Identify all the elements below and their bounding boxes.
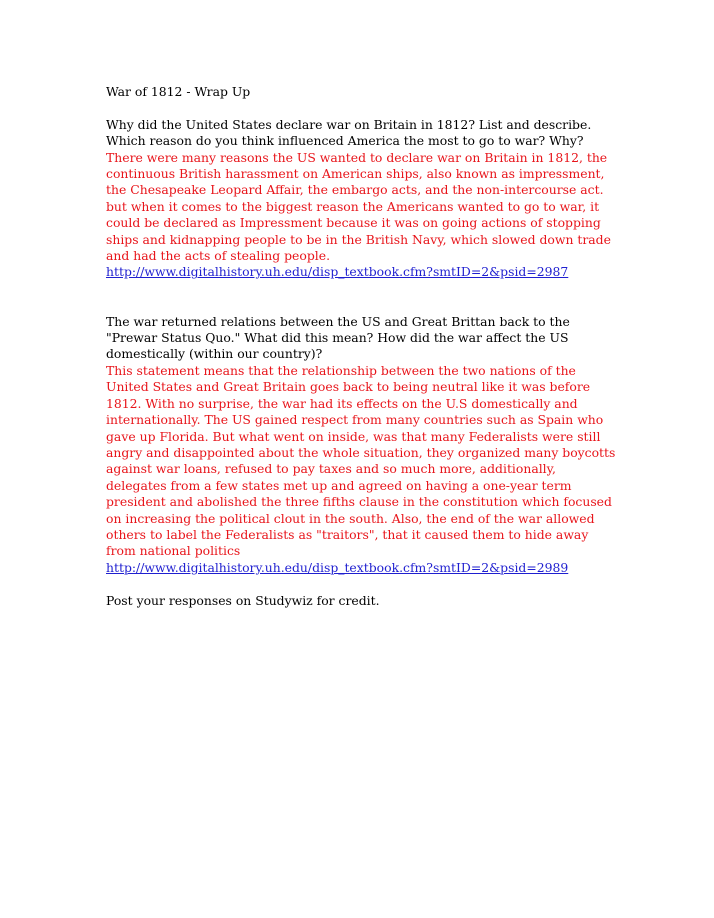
question-2-prompt: The war returned relations between the US and Great Brittan back to the "Prewar Status Quo." What did this mean? How did the war affect the US domestically (within our country)? xyxy=(106,313,570,362)
document-page xyxy=(106,84,618,609)
spacer xyxy=(106,281,618,314)
document-title: War of 1812 - Wrap Up xyxy=(106,84,251,99)
question-2-link[interactable]: http://www.digitalhistory.uh.edu/disp_textbook.cfm?smtID=2&psid=2989 xyxy=(106,559,569,575)
question-1-prompt: Why did the United States declare war on Britain in 1812? List and describe. Which reason do you think influenced America the most to go to war? Why? xyxy=(106,116,592,149)
question-1-link[interactable]: http://www.digitalhistory.uh.edu/disp_textbook.cfm?smtID=2&psid=2987 xyxy=(106,264,569,280)
spacer xyxy=(106,100,618,116)
footer-instruction: Post your responses on Studywiz for credit. xyxy=(106,592,380,608)
question-2-answer: This statement means that the relationship between the two nations of the United States and Great Britain goes back to being neutral like it was before 1812. With no surprise, the war had its effects on the U.S domestically and internationally. The US gained respect from many countries such as Spain who gave up Florida. But what went on inside, was that many Federalists were still angry and disappointed about the whole situation, they organized many boycotts against war loans, refused to pay taxes and so much more, additionally, delegates from a few states met up and agreed on having a one-year term president and abolished the three fifths clause in the constitution which focused on increasing the political clout in the south. Also, the end of the war allowed others to label the Federalists as "traitors", that it caused them to hide away from national politics xyxy=(106,362,616,559)
spacer xyxy=(106,576,618,592)
question-1-answer: There were many reasons the US wanted to declare war on Britain in 1812, the continuous British harassment on American ships, also known as impressment, the Chesapeake Leopard Affair, the embargo acts, and the non-intercourse act. but when it comes to the biggest reason the Americans wanted to go to war, it could be declared as Impressment because it was on going actions of stopping ships and kidnapping people to be in the British Navy, which slowed down trade and had the acts of stealing people. xyxy=(106,149,611,264)
